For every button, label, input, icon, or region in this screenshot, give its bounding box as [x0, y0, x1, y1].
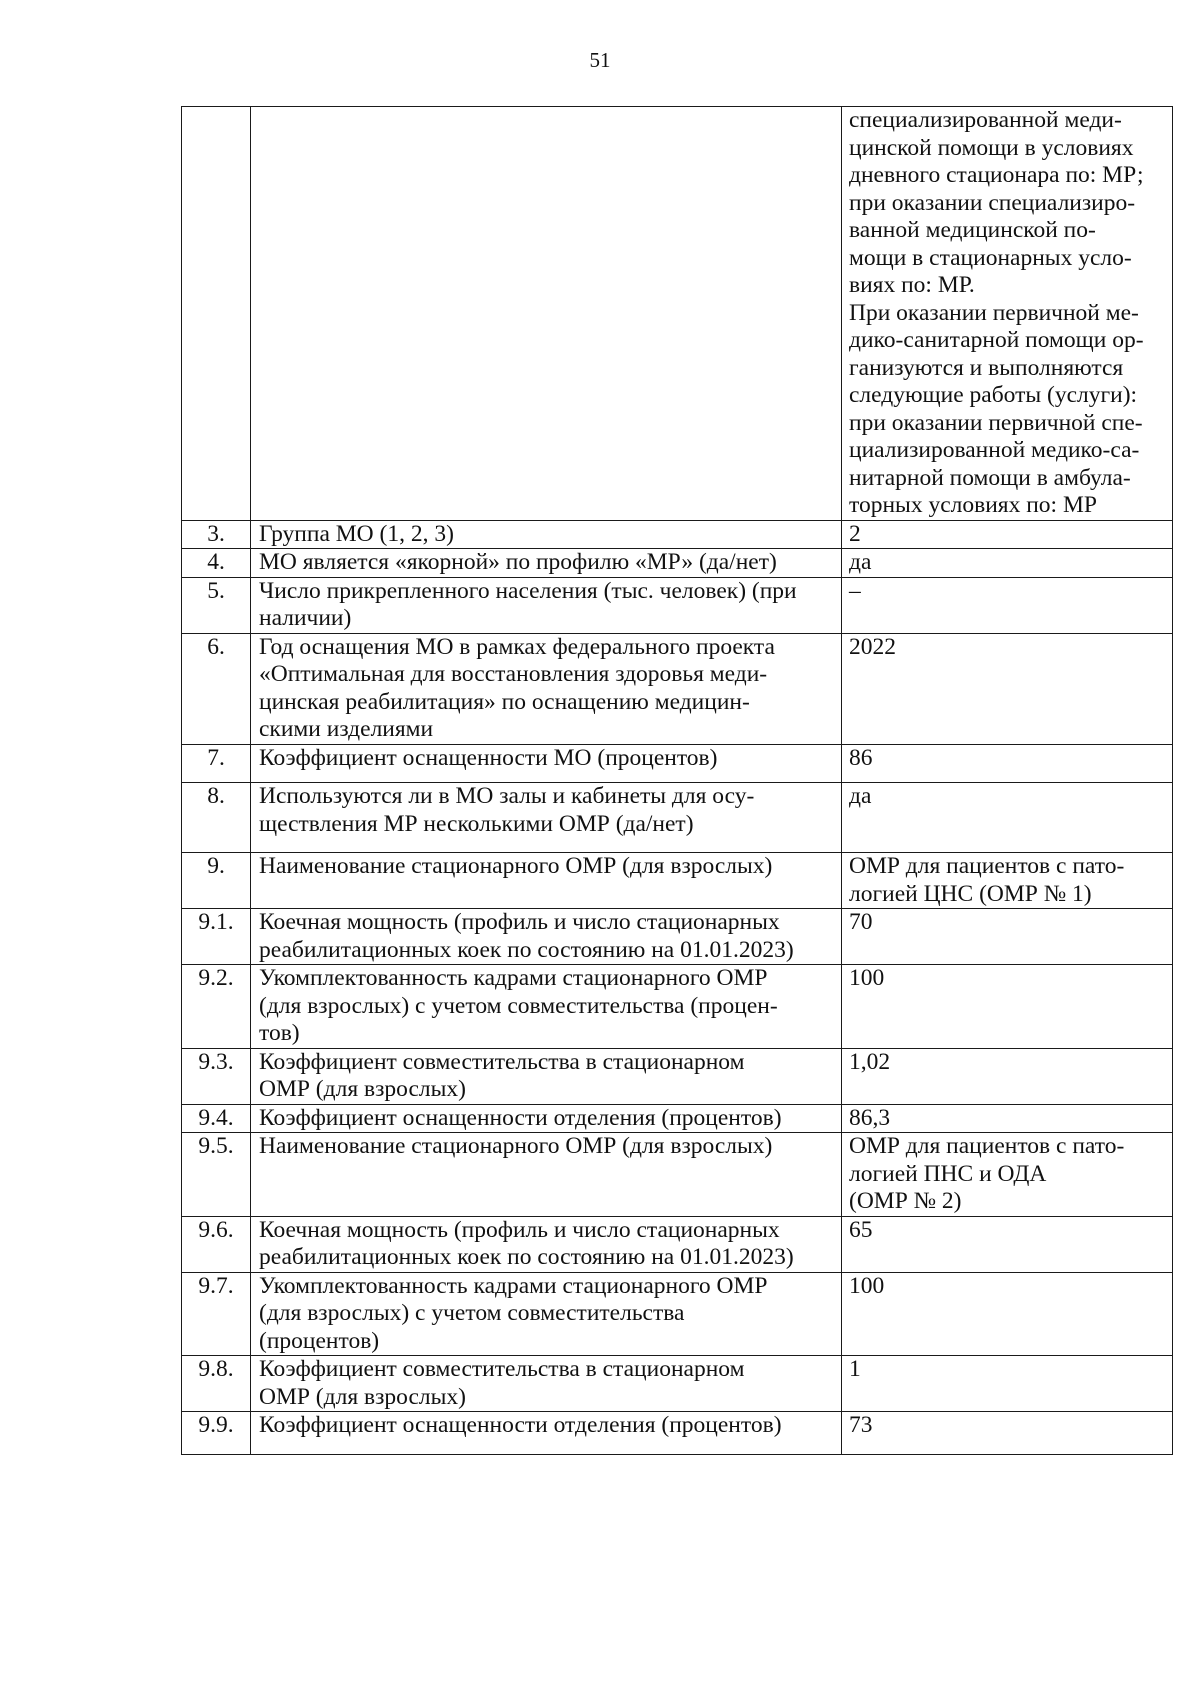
value-line: ганизуются и выполняются	[849, 354, 1124, 381]
row-number-cell: 9.8.	[182, 1356, 251, 1412]
row-label-cell	[251, 520, 842, 549]
value-line: дневного стационара по: МР;	[849, 162, 1144, 188]
label-line: «Оптимальная для восстановления здоровья меди-	[259, 661, 768, 687]
row-label-cell	[251, 577, 842, 633]
row-value-cell	[842, 633, 1173, 744]
label-line: тов)	[259, 1020, 300, 1046]
label-line: Коэффициент совместительства в стационарном	[259, 1048, 745, 1075]
label-line: Коечная мощность (профиль и число стационарных	[259, 909, 780, 935]
row-value-cell	[842, 853, 1173, 909]
row-number-cell: 9.	[182, 853, 251, 909]
value-line: при оказании специализиро-	[849, 189, 1136, 216]
value-line: 86,3	[849, 1104, 891, 1131]
row-number-cell: 9.7.	[182, 1272, 251, 1356]
value-line: да	[849, 549, 872, 575]
row-value-cell	[842, 1104, 1173, 1133]
row-label-cell	[251, 965, 842, 1049]
value-line: 86	[849, 744, 873, 771]
table-row-continuation	[182, 107, 1173, 521]
row-label-cell	[251, 107, 842, 521]
row-value-cell	[842, 549, 1173, 578]
value-line: 2022	[849, 633, 896, 660]
row-label-cell	[251, 744, 842, 783]
row-label-cell	[251, 633, 842, 744]
label-line: (процентов)	[259, 1327, 380, 1354]
table-row	[182, 853, 1173, 909]
label-line: цинская реабилитация» по оснащению медицин-	[259, 688, 750, 715]
label-line: Группа МО (1, 2, 3)	[259, 520, 454, 547]
value-line: 70	[849, 909, 873, 935]
label-line: Коэффициент оснащенности отделения (процентов)	[259, 1412, 782, 1438]
label-line: ществления МР несколькими ОМР (да/нет)	[259, 810, 694, 837]
value-line: да	[849, 783, 872, 809]
label-line: Коечная мощность (профиль и число стационарных	[259, 1216, 780, 1243]
value-line: 1	[849, 1356, 861, 1382]
label-line: Укомплектованность кадрами стационарного ОМР	[259, 965, 768, 991]
label-line: Используются ли в МО залы и кабинеты для осу-	[259, 783, 755, 809]
row-number-cell: 9.3.	[182, 1048, 251, 1104]
row-value-cell	[842, 1216, 1173, 1272]
row-label-cell	[251, 783, 842, 853]
value-line: –	[849, 577, 861, 604]
table-row	[182, 549, 1173, 578]
row-number-cell: 9.2.	[182, 965, 251, 1049]
value-line: ОМР для пациентов с пато-	[849, 1133, 1125, 1159]
row-value-cell	[842, 1356, 1173, 1412]
label-line: Укомплектованность кадрами стационарного ОМР	[259, 1272, 768, 1299]
value-line: 100	[849, 1272, 885, 1299]
page-number: 51	[589, 48, 611, 72]
row-label-cell	[251, 1412, 842, 1455]
value-line: логией ПНС и ОДА	[849, 1160, 1047, 1187]
row-label-cell	[251, 853, 842, 909]
value-line: мощи в стационарных усло-	[849, 244, 1132, 271]
row-number-cell	[182, 107, 251, 521]
row-label-cell	[251, 1104, 842, 1133]
row-value-cell	[842, 783, 1173, 853]
row-value-cell	[842, 1133, 1173, 1217]
value-line: циализированной медико-са-	[849, 437, 1140, 463]
table-row	[182, 520, 1173, 549]
table-row	[182, 783, 1173, 853]
table-row	[182, 1048, 1173, 1104]
table-row	[182, 744, 1173, 783]
row-value-cell	[842, 1412, 1173, 1455]
label-line: Коэффициент совместительства в стационарном	[259, 1356, 745, 1382]
value-line: ОМР для пациентов с пато-	[849, 853, 1125, 879]
table-row	[182, 1104, 1173, 1133]
value-line: дико-санитарной помощи ор-	[849, 327, 1144, 353]
value-line: следующие работы (услуги):	[849, 382, 1138, 408]
row-value-cell	[842, 965, 1173, 1049]
row-label-cell	[251, 1272, 842, 1356]
row-number-cell: 9.1.	[182, 909, 251, 965]
row-number-cell: 6.	[182, 633, 251, 744]
value-line: логией ЦНС (ОМР № 1)	[849, 880, 1092, 907]
table-row	[182, 1412, 1173, 1455]
data-table	[181, 106, 1173, 1455]
row-label-cell	[251, 549, 842, 578]
table-row	[182, 577, 1173, 633]
label-line: Наименование стационарного ОМР (для взрослых)	[259, 1133, 773, 1159]
table-body	[182, 107, 1173, 1455]
row-number-cell: 8.	[182, 783, 251, 853]
value-line: виях по: МР.	[849, 272, 975, 298]
value-line: (ОМР № 2)	[849, 1188, 962, 1214]
table-row	[182, 1133, 1173, 1217]
value-line: При оказании первичной ме-	[849, 299, 1139, 326]
table-row	[182, 965, 1173, 1049]
table-row	[182, 1216, 1173, 1272]
row-value-cell	[842, 744, 1173, 783]
label-line: Наименование стационарного ОМР (для взрослых)	[259, 853, 773, 879]
value-line: 65	[849, 1216, 873, 1243]
table-row	[182, 909, 1173, 965]
label-line: ОМР (для взрослых)	[259, 1076, 466, 1102]
value-line: торных условиях по: МР	[849, 492, 1097, 518]
row-number-cell: 9.9.	[182, 1412, 251, 1455]
row-number-cell: 5.	[182, 577, 251, 633]
row-number-cell: 9.4.	[182, 1104, 251, 1133]
label-line: Год оснащения МО в рамках федерального проекта	[259, 633, 775, 660]
label-line: реабилитационных коек по состоянию на 01.01.2023)	[259, 936, 794, 963]
label-line: (для взрослых) с учетом совместительства	[259, 1300, 685, 1326]
row-value-cell	[842, 577, 1173, 633]
row-number-cell: 4.	[182, 549, 251, 578]
value-line: при оказании первичной спе-	[849, 409, 1143, 436]
value-line: 100	[849, 965, 885, 991]
row-number-cell: 9.6.	[182, 1216, 251, 1272]
table-row	[182, 633, 1173, 744]
row-value-cell	[842, 909, 1173, 965]
table-row	[182, 1356, 1173, 1412]
label-line: реабилитационных коек по состоянию на 01.01.2023)	[259, 1244, 794, 1270]
label-line: Коэффициент оснащенности отделения (процентов)	[259, 1104, 782, 1131]
row-number-cell: 3.	[182, 520, 251, 549]
value-line: ванной медицинской по-	[849, 217, 1096, 243]
label-line: (для взрослых) с учетом совместительства (процен-	[259, 992, 778, 1019]
value-line: цинской помощи в условиях	[849, 134, 1134, 161]
label-line: Коэффициент оснащенности МО (процентов)	[259, 744, 718, 771]
value-line: 2	[849, 520, 861, 547]
row-label-cell	[251, 1133, 842, 1217]
label-line: МО является «якорной» по профилю «МР» (да/нет)	[259, 549, 777, 575]
row-label-cell	[251, 1216, 842, 1272]
value-line: 1,02	[849, 1048, 891, 1075]
row-value-cell	[842, 107, 1173, 521]
label-line: наличии)	[259, 605, 352, 631]
row-value-cell	[842, 1048, 1173, 1104]
row-number-cell: 9.5.	[182, 1133, 251, 1217]
table-row	[182, 1272, 1173, 1356]
row-label-cell	[251, 909, 842, 965]
label-line: скими изделиями	[259, 716, 434, 742]
row-value-cell	[842, 1272, 1173, 1356]
label-line: ОМР (для взрослых)	[259, 1383, 466, 1410]
row-label-cell	[251, 1356, 842, 1412]
row-value-cell	[842, 520, 1173, 549]
value-line: 73	[849, 1412, 873, 1438]
row-number-cell: 7.	[182, 744, 251, 783]
row-label-cell	[251, 1048, 842, 1104]
label-line: Число прикрепленного населения (тыс. человек) (при	[259, 577, 797, 604]
value-line: специализированной меди-	[849, 107, 1122, 133]
value-line: нитарной помощи в амбула-	[849, 464, 1131, 491]
